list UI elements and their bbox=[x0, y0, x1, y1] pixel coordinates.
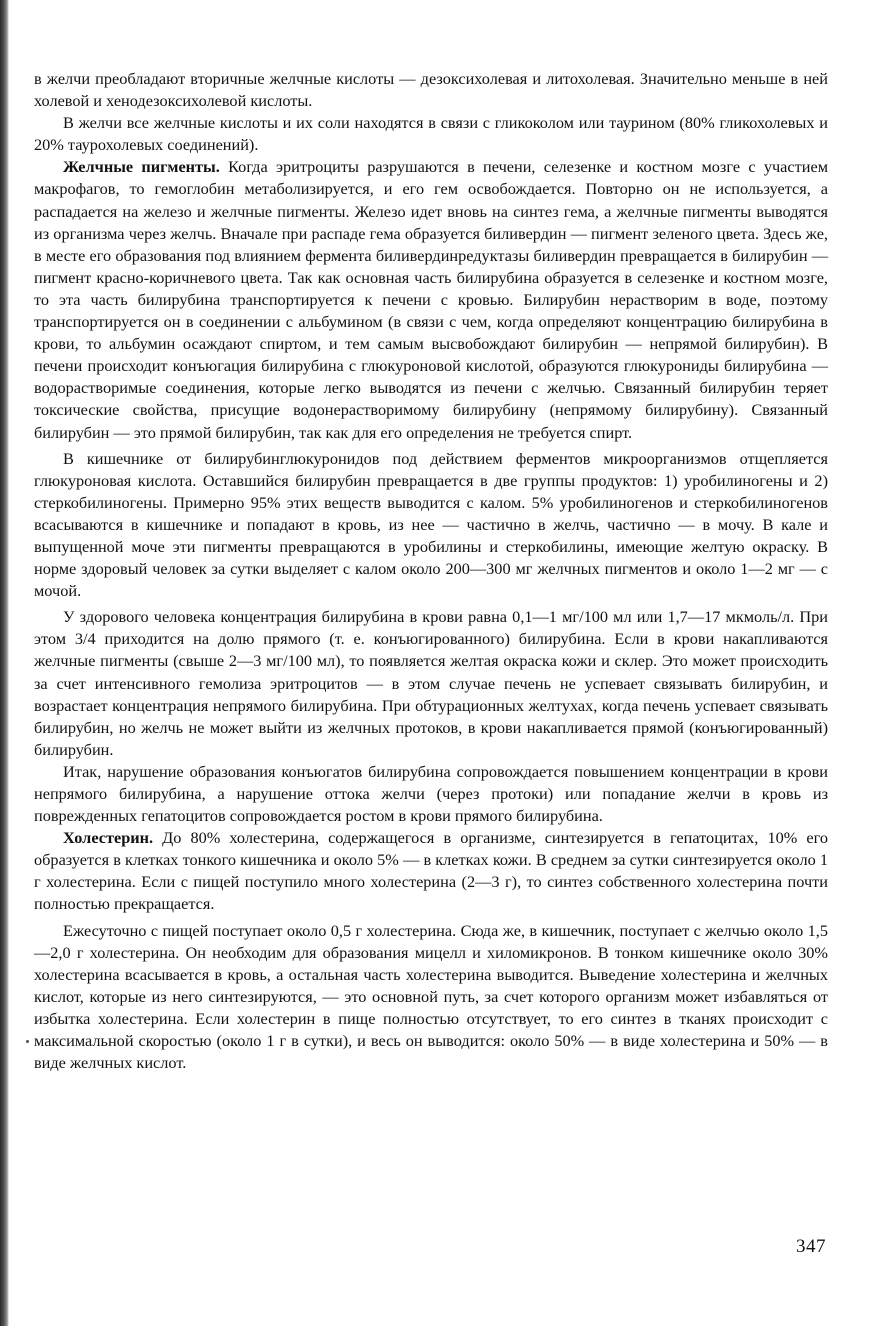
scan-speck bbox=[26, 1040, 29, 1043]
term-heading: Холестерин. bbox=[63, 828, 154, 848]
paragraph-conclusion bbox=[34, 761, 828, 827]
paragraph-cholesterol-intake bbox=[34, 920, 828, 1075]
paragraph-bile-acid-salts bbox=[34, 112, 828, 156]
body-text bbox=[34, 68, 828, 1074]
page-spine-shadow bbox=[0, 0, 9, 1326]
paragraph-intestine-bilirubin bbox=[34, 448, 828, 603]
paragraph-text: У здорового человека концентрация билирубина в крови равна 0,1—1 мг/100 мл или 1,7—17 мкмоль/л. При этом 3/4 приходится на долю прямого (т. е. конъюгированного) билирубина. Если в крови накапливаются желчные пигменты (свыше 2—3 мг/100 мл), то появляется желтая окраска кожи и склер. Это может происходить за счет интенсивного гемолиза эритроцитов — в этом случае печень не успевает связывать билирубин, и возрастает концентрация непрямого билирубина. При обтурационных желтухах, когда печень успевает связывать билирубин, но желчь не может выйти из желчных протоков, в крови накапливается прямой (конъюгированный) билирубин. bbox=[34, 607, 828, 759]
paragraph-text: в желчи преобладают вторичные желчные кислоты — дезоксихолевая и литохолевая. Значительно меньше в ней холевой и хенодезоксихолевой кислоты. bbox=[34, 69, 828, 111]
paragraph-bilirubin-concentration bbox=[34, 606, 828, 761]
page-number: 347 bbox=[796, 1236, 826, 1257]
paragraph-bile-acids-continued bbox=[34, 68, 828, 112]
paragraph-text: Когда эритроциты разрушаются в печени, селезенке и костном мозге с участием макрофагов, то гемоглобин метаболизируется, и его гем освобождается. Повторно он не используется, а распадается на железо и желчные пигменты. Железо идет вновь на синтез гема, а желчные пигменты выводятся из организма через желчь. Вначале при распаде гема образуется биливердин — пигмент зеленого цвета. Здесь же, в месте его образования под влиянием фермента биливердинредуктазы биливердин превращается в билирубин — пигмент красно-коричневого цвета. Так как основная часть билирубина образуется в селезенке и костном мозге, то эта часть билирубина транспортируется к печени с кровью. Билирубин нерастворим в воде, поэтому транспортируется он в соединении с альбумином (в связи с чем, когда определяют концентрацию билирубина в крови, то альбумин осаждают спиртом, и тем самым высвобождают билирубин — непрямой билирубин). В печени происходит конъюгация билирубина с глюкуроновой кислотой, образуются глюкурониды билирубина — водорастворимые соединения, которые легко выводятся из печени с желчью. Связанный билирубин теряет токсические свойства, присущие водонерастворимому билирубину (непрямому билирубину). Связанный билирубин — это прямой билирубин, так как для его определения не требуется спирт. bbox=[34, 157, 828, 442]
paragraph-bile-pigments bbox=[34, 156, 828, 443]
paragraph-text: Итак, нарушение образования конъюгатов билирубина сопровождается повышением концентрации в крови непрямого билирубина, а нарушение оттока желчи (через протоки) или попадание желчи в кровь из поврежденных гепатоцитов сопровождается ростом в крови прямого билирубина. bbox=[34, 761, 828, 826]
paragraph-cholesterol bbox=[34, 827, 828, 915]
term-heading: Желчные пигменты. bbox=[63, 157, 220, 177]
paragraph-text: В желчи все желчные кислоты и их соли находятся в связи с гликоколом или таурином (80% гликохолевых и 20% таурохолевых соединений). bbox=[34, 113, 828, 155]
paragraph-text: Ежесуточно с пищей поступает около 0,5 г холестерина. Сюда же, в кишечник, поступает с желчью около 1,5—2,0 г холестерина. Он необходим для образования мицелл и хиломикронов. В тонком кишечнике около 30% холестерина всасывается в кровь, а остальная часть холестерина выводится. Выведение холестерина и желчных кислот, которые из него синтезируются, — это основной путь, за счет которого организм может избавляться от избытка холестерина. Если холестерин в пище полностью отсутствует, то его синтез в тканях происходит с максимальной скоростью (около 1 г в сутки), и весь он выводится: около 50% — в виде холестерина и 50% — в виде желчных кислот. bbox=[34, 920, 828, 1073]
paragraph-text: В кишечнике от билирубинглюкуронидов под действием ферментов микроорганизмов отщепляется глюкуроновая кислота. Оставшийся билирубин превращается в две группы продуктов: 1) уробилиногены и 2) стеркобилиногены. Примерно 95% этих веществ выводится с калом. 5% уробилиногенов и стеркобилиногенов всасываются в кишечнике и попадают в кровь, из нее — частично в желчь, частично — в мочу. В кале и выпущенной моче эти пигменты превращаются в уробилины и стеркобилины, имеющие желтую окраску. В норме здоровый человек за сутки выделяет с калом около 200—300 мг желчных пигментов и около 1—2 мг — с мочой. bbox=[34, 448, 828, 601]
paragraph-text: До 80% холестерина, содержащегося в организме, синтезируется в гепатоцитах, 10% его образуется в клетках тонкого кишечника и около 5% — в клетках кожи. В среднем за сутки синтезируется около 1 г холестерина. Если с пищей поступило много холестерина (2—3 г), то синтез собственного холестерина почти полностью прекращается. bbox=[34, 828, 828, 914]
